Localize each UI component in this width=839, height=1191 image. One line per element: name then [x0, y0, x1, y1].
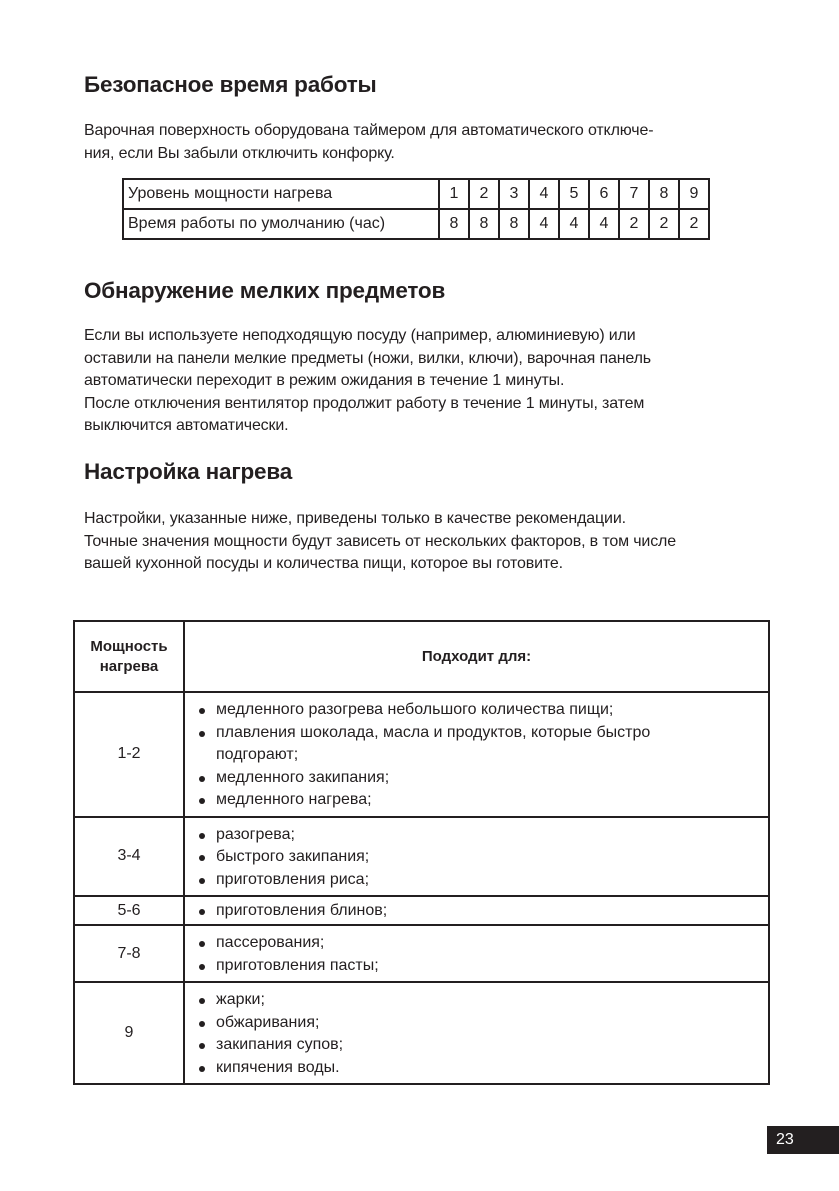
- use-item: разогрева;: [199, 824, 768, 847]
- timer-level-cell: 6: [589, 179, 619, 209]
- timer-level-cell: 1: [439, 179, 469, 209]
- header-power-level: [74, 621, 184, 692]
- use-item-text-wrap: подгорают;: [216, 746, 299, 763]
- timer-hours-cell: 8: [469, 209, 499, 239]
- table-row: [74, 925, 769, 982]
- paragraph-small-objects: [84, 325, 764, 438]
- timer-hours-cell: 2: [679, 209, 709, 239]
- timer-level-cell: 5: [559, 179, 589, 209]
- timer-level-cell: 9: [679, 179, 709, 209]
- timer-hours-cell: 8: [499, 209, 529, 239]
- timer-hours-cell: 4: [559, 209, 589, 239]
- heading-heat-settings: Настройка нагрева: [84, 459, 293, 484]
- paragraph-line: После отключения вентилятор продолжит работу в течение 1 минуты, затем: [84, 394, 645, 412]
- heat-settings-table: [73, 620, 770, 1085]
- timer-hours-cell: 4: [589, 209, 619, 239]
- power-level-cell: 1-2: [74, 692, 184, 817]
- use-item: приготовления блинов;: [199, 900, 768, 923]
- paragraph-line: оставили на панели мелкие предметы (ножи, вилки, ключи), варочная панель: [84, 349, 651, 367]
- timer-hours-cell: 2: [649, 209, 679, 239]
- timer-row-levels: [123, 179, 709, 209]
- use-item: закипания супов;: [199, 1034, 768, 1057]
- paragraph-safe-time: [84, 120, 764, 165]
- timer-level-cell: 7: [619, 179, 649, 209]
- use-item: жарки;: [199, 989, 768, 1012]
- table-row: [74, 896, 769, 925]
- header-power-line: нагрева: [99, 657, 159, 675]
- timer-level-cell: 3: [499, 179, 529, 209]
- timer-row-hours: [123, 209, 709, 239]
- table-row: [74, 982, 769, 1084]
- use-item: приготовления пасты;: [199, 955, 768, 978]
- uses-cell: [184, 692, 769, 817]
- uses-cell: [184, 817, 769, 897]
- paragraph-line: Варочная поверхность оборудована таймером для автоматического отключе-: [84, 122, 654, 139]
- use-item: обжаривания;: [199, 1012, 768, 1035]
- use-item: медленного нагрева;: [199, 789, 768, 812]
- timer-level-cell: 8: [649, 179, 679, 209]
- paragraph-line: ния, если Вы забыли отключить конфорку.: [84, 144, 395, 162]
- power-level-cell: 7-8: [74, 925, 184, 982]
- power-level-cell: 9: [74, 982, 184, 1084]
- use-item: быстрого закипания;: [199, 846, 768, 869]
- timer-levels-label: Уровень мощности нагрева: [123, 179, 439, 209]
- paragraph-line: Настройки, указанные ниже, приведены только в качестве рекомендации.: [84, 510, 626, 527]
- paragraph-line: Если вы используете неподходящую посуду (например, алюминиевую) или: [84, 327, 636, 344]
- uses-cell: [184, 982, 769, 1084]
- timer-hours-cell: 4: [529, 209, 559, 239]
- timer-table: [122, 178, 710, 240]
- header-suitable-for: Подходит для:: [184, 621, 769, 692]
- uses-cell: [184, 896, 769, 925]
- timer-hours-cell: 8: [439, 209, 469, 239]
- page-number: 23: [767, 1126, 839, 1154]
- table-row: [74, 817, 769, 897]
- heading-safe-time: Безопасное время работы: [84, 72, 377, 97]
- uses-cell: [184, 925, 769, 982]
- use-item: кипячения воды.: [199, 1057, 768, 1080]
- timer-level-cell: 2: [469, 179, 499, 209]
- paragraph-line: Точные значения мощности будут зависеть от нескольких факторов, в том числе: [84, 532, 676, 550]
- use-item: медленного разогрева небольшого количества пищи;: [199, 699, 768, 722]
- table-row: [74, 692, 769, 817]
- power-level-cell: 5-6: [74, 896, 184, 925]
- power-level-cell: 3-4: [74, 817, 184, 897]
- use-item-text: плавления шоколада, масла и продуктов, которые быстро: [216, 723, 651, 741]
- timer-level-cell: 4: [529, 179, 559, 209]
- paragraph-line: автоматически переходит в режим ожидания в течение 1 минуты.: [84, 372, 565, 389]
- use-item: [199, 722, 768, 767]
- heading-small-objects: Обнаружение мелких предметов: [84, 278, 446, 303]
- paragraph-heat-settings: [84, 508, 764, 576]
- use-item: пассерования;: [199, 932, 768, 955]
- paragraph-line: выключится автоматически.: [84, 417, 289, 434]
- timer-hours-cell: 2: [619, 209, 649, 239]
- use-item: приготовления риса;: [199, 869, 768, 892]
- header-power-line: Мощность: [90, 637, 168, 655]
- heat-table-header: [74, 621, 769, 692]
- paragraph-line: вашей кухонной посуды и количества пищи, которое вы готовите.: [84, 555, 563, 572]
- timer-hours-label: Время работы по умолчанию (час): [123, 209, 439, 239]
- use-item: медленного закипания;: [199, 767, 768, 790]
